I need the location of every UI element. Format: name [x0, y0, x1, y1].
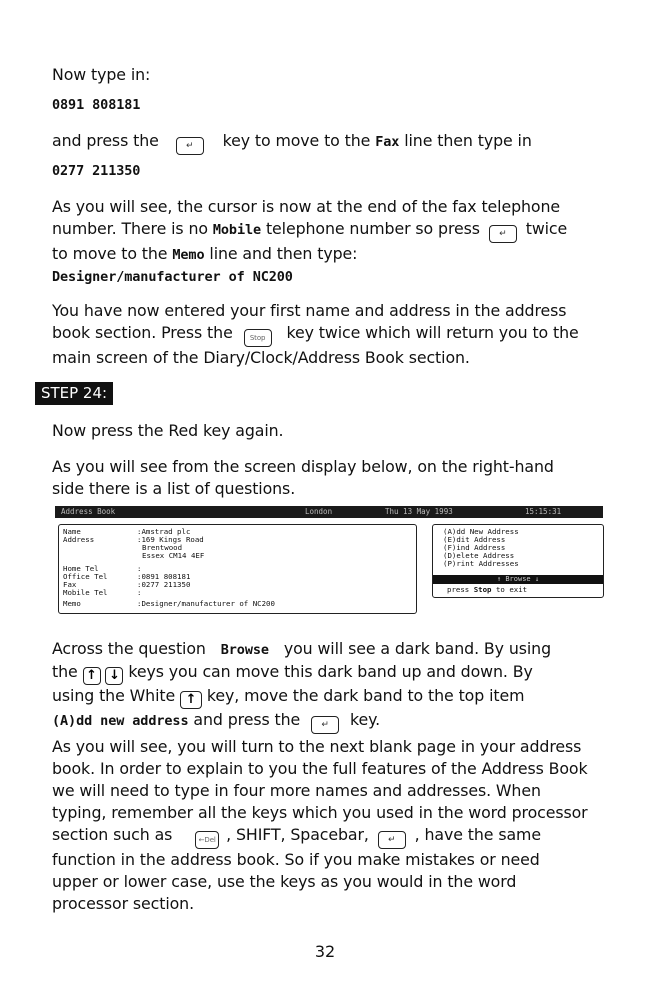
enter-key-icon: ↵: [378, 831, 406, 849]
screen-time: 15:15:31: [525, 507, 562, 516]
browse-label: Browse: [505, 575, 531, 583]
text: , SHIFT, Spacebar,: [226, 825, 369, 844]
text-line: processor section.: [52, 894, 194, 913]
text: , have the same: [414, 825, 541, 844]
address-book-screen: [55, 506, 603, 612]
up-arrow-key-icon: ↑: [83, 667, 101, 685]
text: the: [52, 662, 78, 681]
paragraph-entered-name: [52, 300, 612, 369]
code-fax: 0277 211350: [52, 163, 141, 179]
text: line then type in: [404, 131, 532, 150]
text-line: [52, 824, 612, 849]
text: to move to the: [52, 244, 168, 263]
menu-item-find[interactable]: (F)ind Address: [443, 543, 506, 552]
field-name-add-new-address: (A)dd new address: [52, 713, 189, 729]
paragraph-screen-display: [52, 456, 612, 500]
text-line: upper or lower case, use the keys as you would in the word: [52, 872, 517, 891]
text: key, move the dark band to the top item: [206, 686, 525, 705]
enter-key-icon: ↵: [489, 225, 517, 243]
text-line: [52, 661, 612, 685]
stop-key-icon: Stop: [244, 329, 272, 347]
text: Across the question: [52, 639, 206, 658]
paragraph-next-page: [52, 736, 612, 915]
text-line: You have now entered your first name and address in the address: [52, 301, 567, 320]
paragraph-now-type-in: Now type in:: [52, 65, 151, 84]
field-value: :0277 211350: [137, 580, 191, 589]
screen-location: London: [305, 507, 333, 516]
down-arrow-key-icon: ↓: [105, 667, 123, 685]
text: you will see a dark band. By using: [283, 639, 552, 658]
text: line and then type:: [209, 244, 358, 263]
field-label: Name: [63, 527, 81, 536]
text: key to move to the: [222, 131, 371, 150]
field-label: Fax: [63, 580, 77, 589]
field-label: Home Tel: [63, 564, 99, 573]
page-number: 32: [314, 942, 336, 961]
text-line: main screen of the Diary/Clock/Address Book section.: [52, 348, 470, 367]
text: and press the: [193, 710, 301, 729]
screen-date: Thu 13 May 1993: [385, 507, 453, 516]
paragraph-browse: [52, 638, 612, 734]
enter-key-icon: ↵: [311, 716, 339, 734]
text: keys you can move this dark band up and down. By: [128, 662, 533, 681]
paragraph-cursor: [52, 196, 612, 266]
menu-item-print[interactable]: (P)rint Addresses: [443, 559, 519, 568]
field-label: Address: [63, 535, 95, 544]
field-name-browse: Browse: [220, 642, 269, 658]
down-arrow-icon: ↓: [534, 575, 540, 583]
step-badge: STEP 24:: [35, 382, 113, 405]
field-value: :Designer/manufacturer of NC200: [137, 599, 275, 608]
field-value: :: [137, 588, 142, 597]
text-line: [52, 218, 612, 243]
browse-band[interactable]: [433, 575, 603, 584]
text: book section. Press the: [52, 323, 233, 342]
text-line: [52, 709, 612, 734]
field-value: :169 Kings Road: [137, 535, 204, 544]
address-menu-panel: [432, 524, 604, 598]
code-office-tel: 0891 808181: [52, 97, 141, 113]
field-value: :0891 808181: [137, 572, 191, 581]
stop-key-label: Stop: [473, 585, 492, 594]
text-line: function in the address book. So if you make mistakes or need: [52, 850, 540, 869]
text: section such as: [52, 825, 173, 844]
text-line: As you will see from the screen display below, on the right-hand: [52, 457, 554, 476]
address-entry-panel: [58, 524, 417, 614]
paragraph-press-enter-fax: [52, 130, 612, 155]
white-up-key-icon: ↑: [180, 691, 202, 709]
delete-key-icon: ←Del: [195, 831, 219, 849]
text-line: we will need to type in four more names and addresses. When: [52, 781, 541, 800]
text-line: As you will see, the cursor is now at the end of the fax telephone: [52, 197, 561, 216]
field-value: Essex CM14 4EF: [142, 551, 205, 560]
screen-status-bar: [55, 506, 603, 518]
text-line: side there is a list of questions.: [52, 479, 296, 498]
menu-item-add[interactable]: (A)dd New Address: [443, 527, 519, 536]
text-line: book. In order to explain to you the full features of the Address Book: [52, 759, 588, 778]
text: key.: [350, 710, 381, 729]
enter-key-icon: ↵: [176, 137, 204, 155]
menu-item-delete[interactable]: (D)elete Address: [443, 551, 515, 560]
paragraph-red-key: Now press the Red key again.: [52, 421, 284, 440]
field-name-mobile: Mobile: [212, 222, 262, 238]
field-value: Brentwood: [142, 543, 183, 552]
exit-hint: [447, 586, 527, 594]
text-line: [52, 685, 612, 709]
field-value: :: [137, 564, 142, 573]
text-line: [52, 322, 612, 347]
text: twice: [525, 219, 568, 238]
text: key twice which will return you to the: [286, 323, 579, 342]
text: number. There is no: [52, 219, 208, 238]
text-line: [52, 638, 612, 661]
text: and press the: [52, 131, 159, 150]
field-label: Office Tel: [63, 572, 108, 581]
text-line: [52, 243, 612, 266]
text-line: typing, remember all the keys which you used in the word processor: [52, 803, 588, 822]
menu-item-edit[interactable]: (E)dit Address: [443, 535, 506, 544]
field-label: Mobile Tel: [63, 588, 108, 597]
text-line: As you will see, you will turn to the next blank page in your address: [52, 737, 582, 756]
text: press: [447, 585, 470, 594]
text: telephone number so press: [265, 219, 480, 238]
field-name-memo: Memo: [172, 247, 205, 263]
text: to exit: [495, 585, 528, 594]
code-memo: Designer/manufacturer of NC200: [52, 269, 293, 285]
text: using the White: [52, 686, 176, 705]
up-arrow-icon: ↑: [496, 575, 502, 583]
field-label: Memo: [63, 599, 81, 608]
screen-title: Address Book: [61, 507, 116, 516]
field-name-fax: Fax: [375, 134, 400, 150]
field-value: :Amstrad plc: [137, 527, 191, 536]
